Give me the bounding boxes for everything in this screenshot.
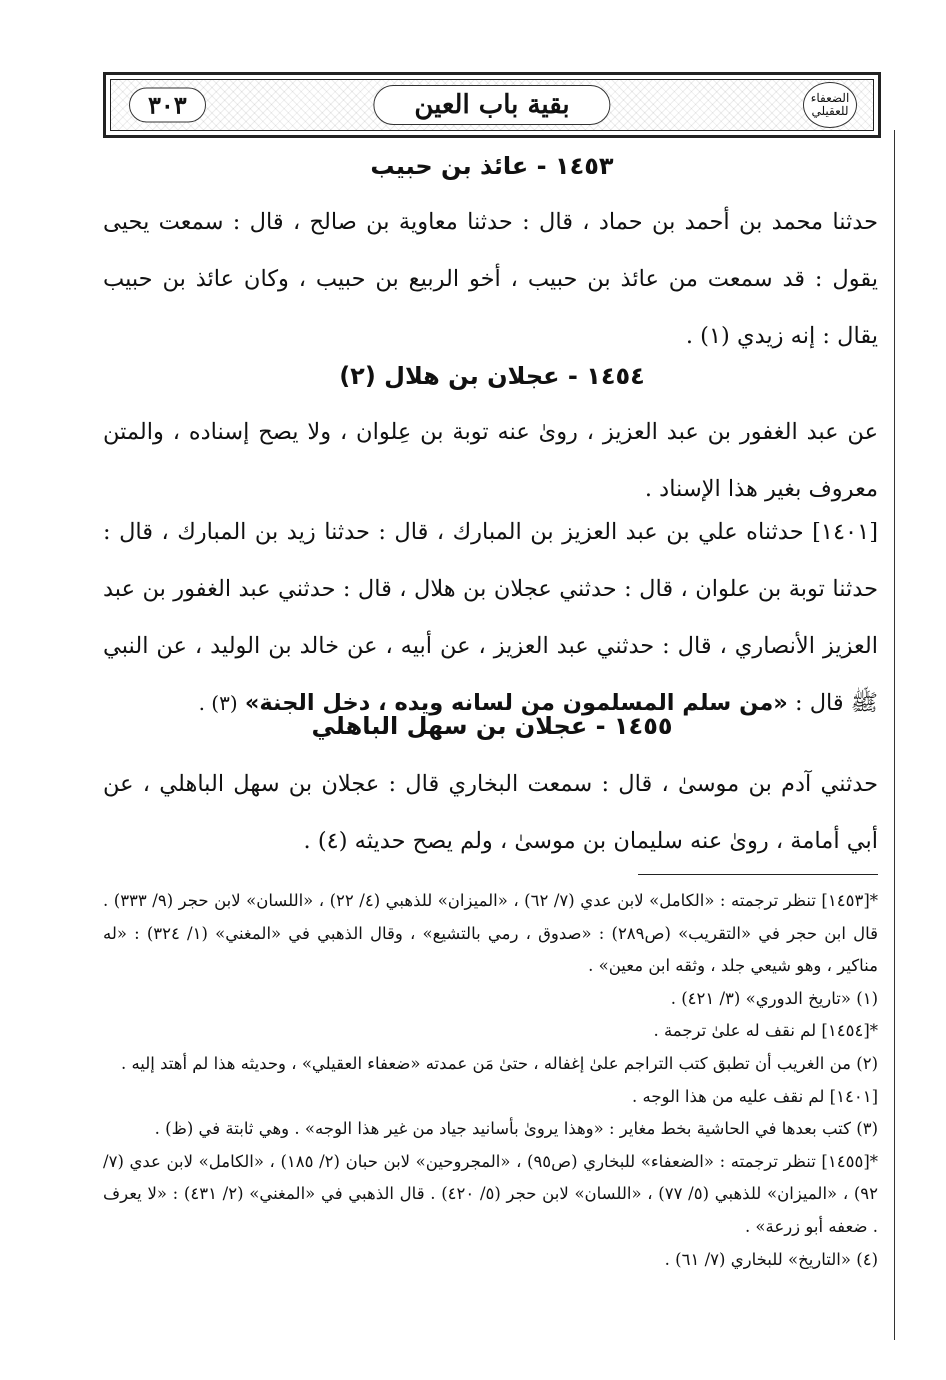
entry-paragraph-1455: حدثني آدم بن موسىٰ ، قال : سمعت البخاري قال : عجلان بن سهل الباهلي ، عن أبي أمامة ، روىٰ عنه سليمان بن موسىٰ ، ولم يصح حديثه (٤) .: [103, 771, 878, 854]
entry-title-1454: ١٤٥٤ - عجلان بن هلال (٢): [339, 362, 645, 390]
hadith-isnad: [١٤٠١] حدثناه علي بن عبد العزيز بن المبارك ، قال : حدثنا زيد بن المبارك ، قال : حدثنا توبة بن علوان ، قال : حدثني عجلان بن هلال ، قال : حدثني عبد الغفور بن عبد العزيز الأنصاري ، قال : حدثني عبد العزيز ، عن أبيه ، عن خالد بن الوليد ، عن النبي ﷺ قال :: [103, 519, 878, 716]
footnote-1453: *[١٤٥٣] تنظر ترجمته : «الكامل» لابن عدي (٧/ ٦٢) ، «الميزان» للذهبي (٤/ ٢٢) ، «اللسان» لابن حجر (٩/ ٣٣٣) . قال ابن حجر في «التقريب» (ص٢٨٩) : «صدوق ، رمي بالتشيع» ، وقال الذهبي في «المغني» (١/ ٣٢٤) : «له مناكير ، وهو شيعي جلد ، وثقه ابن معين» .: [103, 891, 879, 976]
footnote-3: (٣) كتب بعدها في الحاشية بخط مغاير : «وهذا يروىٰ بأسانيد جياد من غير هذا الوجه» . وهي ثابتة في (ظ) .: [154, 1119, 878, 1139]
entry-title-1455: ١٤٥٥ - عجلان بن سهل الباهلي: [311, 712, 673, 740]
chapter-title: بقية باب العين: [373, 85, 610, 125]
book-emblem: [803, 82, 857, 128]
footnote-1: (١) «تاريخ الدوري» (٣/ ٤٢١) .: [670, 988, 878, 1008]
hadith-paragraph-1401: [103, 504, 878, 732]
hadith-text: «من سلم المسلمون من لسانه ويده ، دخل الجنة»: [244, 690, 788, 716]
entry-paragraph-1453: حدثنا محمد بن أحمد بن حماد ، قال : حدثنا معاوية بن صالح ، قال : سمعت يحيى يقول : قد سمعت من عائذ بن حبيب ، أخو الربيع بن حبيب ، وكان عائذ بن حبيب يقال : إنه زيدي (١) .: [103, 209, 878, 349]
header-ornament: [110, 79, 874, 131]
footnote-4: (٤) «التاريخ» للبخاري (٧/ ٦١) .: [664, 1249, 878, 1269]
footnote-1455: *[١٤٥٥] تنظر ترجمته : «الضعفاء» للبخاري (ص٩٥) ، «المجروحين» لابن حبان (٢/ ١٨٥) ، «الكامل» لابن عدي (٧/ ٩٢) ، «الميزان» للذهبي (٥/ ٧٧) ، «اللسان» لابن حجر (٥/ ٤٢٠) . قال الذهبي في «المغني» (٢/ ٤٣١) : «لا يعرف . ضعفه أبو زرعة» .: [103, 1151, 879, 1236]
entry-paragraph-1454: عن عبد الغفور بن عبد العزيز ، روىٰ عنه توبة بن عِلوان ، ولا يصح إسناده ، والمتن معروف بغير هذا الإسناد .: [103, 419, 878, 502]
footnote-1401: [١٤٠١] لم نقف عليه من هذا الوجه .: [632, 1086, 878, 1106]
entry-title-1453: ١٤٥٣ - عائذ بن حبيب: [370, 152, 614, 180]
emblem-line-1: الضعفاء: [810, 91, 850, 105]
margin-rule: [894, 130, 895, 1340]
footnote-2: (٢) من الغريب أن تطبق كتب التراجم علىٰ إغفاله ، حتىٰ مَن عمدته «ضعفاء العقيلي» ، وحديثه هذا لم أهتد إليه .: [120, 1053, 878, 1073]
footnote-marker-3: (٣) .: [198, 691, 238, 715]
page-header: [103, 72, 881, 138]
page-number: ٣٠٣: [129, 88, 206, 123]
footnotes: [103, 885, 878, 1276]
footnote-1454: *[١٤٥٤] لم نقف له علىٰ ترجمة .: [653, 1021, 878, 1041]
footnote-separator: [638, 874, 878, 875]
emblem-line-2: للعقيلي: [811, 104, 849, 118]
